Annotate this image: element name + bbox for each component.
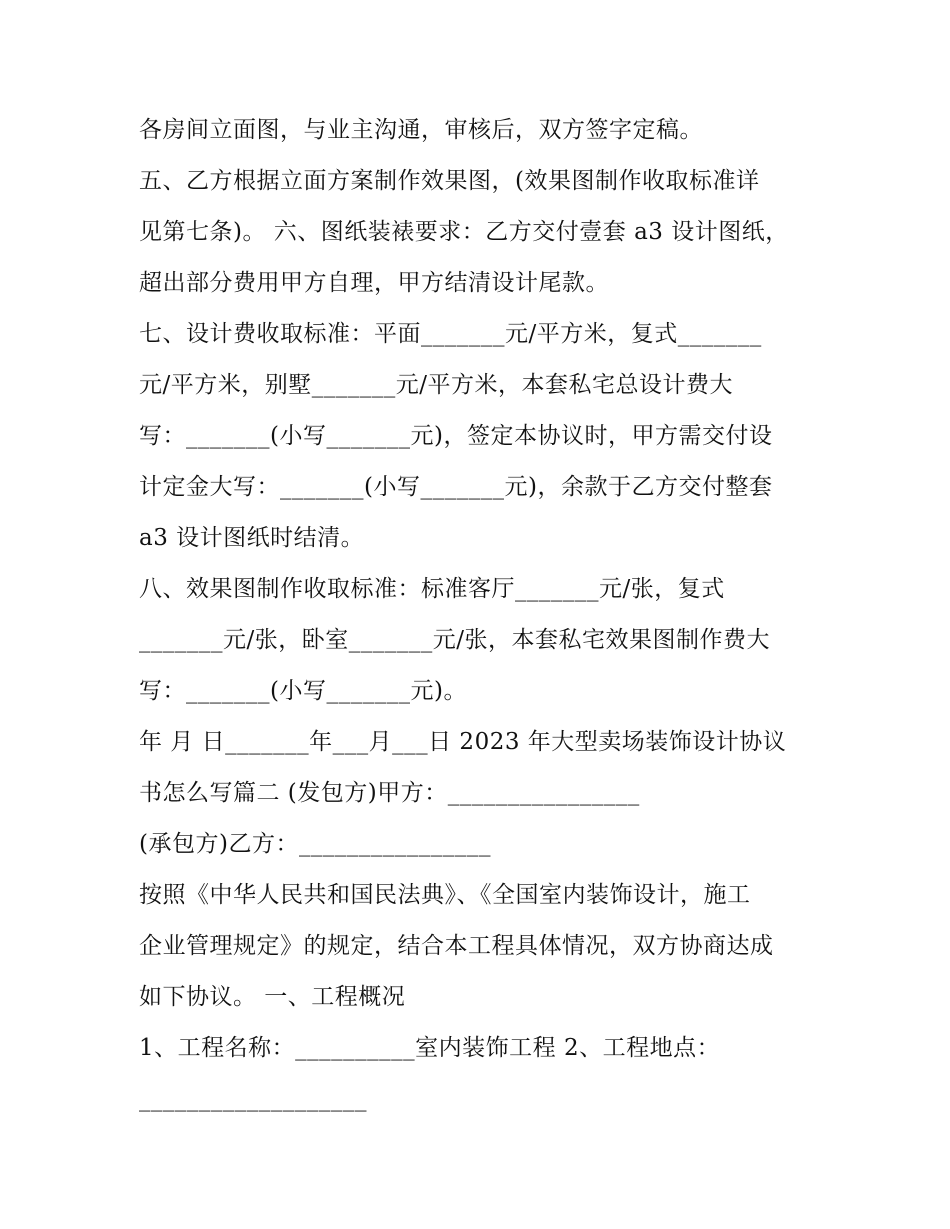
text-line: 写：_______(小写_______元)，签定本协议时，甲方需交付设 [139,423,773,449]
text-line: 写：_______(小写_______元)。 [139,678,467,704]
text-line: (承包方)乙方：________________ [139,831,491,857]
text-line: 超出部分费用甲方自理，甲方结清设计尾款。 [139,270,609,296]
text-line: 见第七条)。 六、图纸装裱要求：乙方交付壹套 a3 设计图纸， [139,219,789,245]
text-line: 1、工程名称：__________室内装饰工程 2、工程地点： [139,1035,721,1061]
text-line: ___________________ [139,1086,367,1112]
text-line: 如下协议。 一、工程概况 [139,984,406,1010]
text-line: 八、效果图制作收取标准：标准客厅_______元/张，复式 [139,576,725,602]
text-line: 年 月 日_______年___月___日 2023 年大型卖场装饰设计协议 [139,729,787,755]
text-line: 按照《中华人民共和国民法典》、《全国室内装饰设计，施工 [139,882,751,908]
text-line: 计定金大写：_______(小写_______元)，余款于乙方交付整套 [139,474,773,500]
text-line: 五、乙方根据立面方案制作效果图，(效果图制作收取标准详 [139,168,760,194]
text-line: 七、设计费收取标准：平面_______元/平方米，复式_______ [139,321,762,347]
text-line: _______元/张，卧室_______元/张，本套私宅效果图制作费大 [139,627,770,653]
text-line: 元/平方米，别墅_______元/平方米，本套私宅总设计费大 [139,372,733,398]
text-line: 书怎么写篇二 (发包方)甲方：________________ [139,780,640,806]
text-line: a3 设计图纸时结清。 [139,525,365,551]
text-line: 各房间立面图，与业主沟通，审核后，双方签字定稿。 [139,117,703,143]
text-line: 企业管理规定》的规定，结合本工程具体情况，双方协商达成 [139,933,774,959]
